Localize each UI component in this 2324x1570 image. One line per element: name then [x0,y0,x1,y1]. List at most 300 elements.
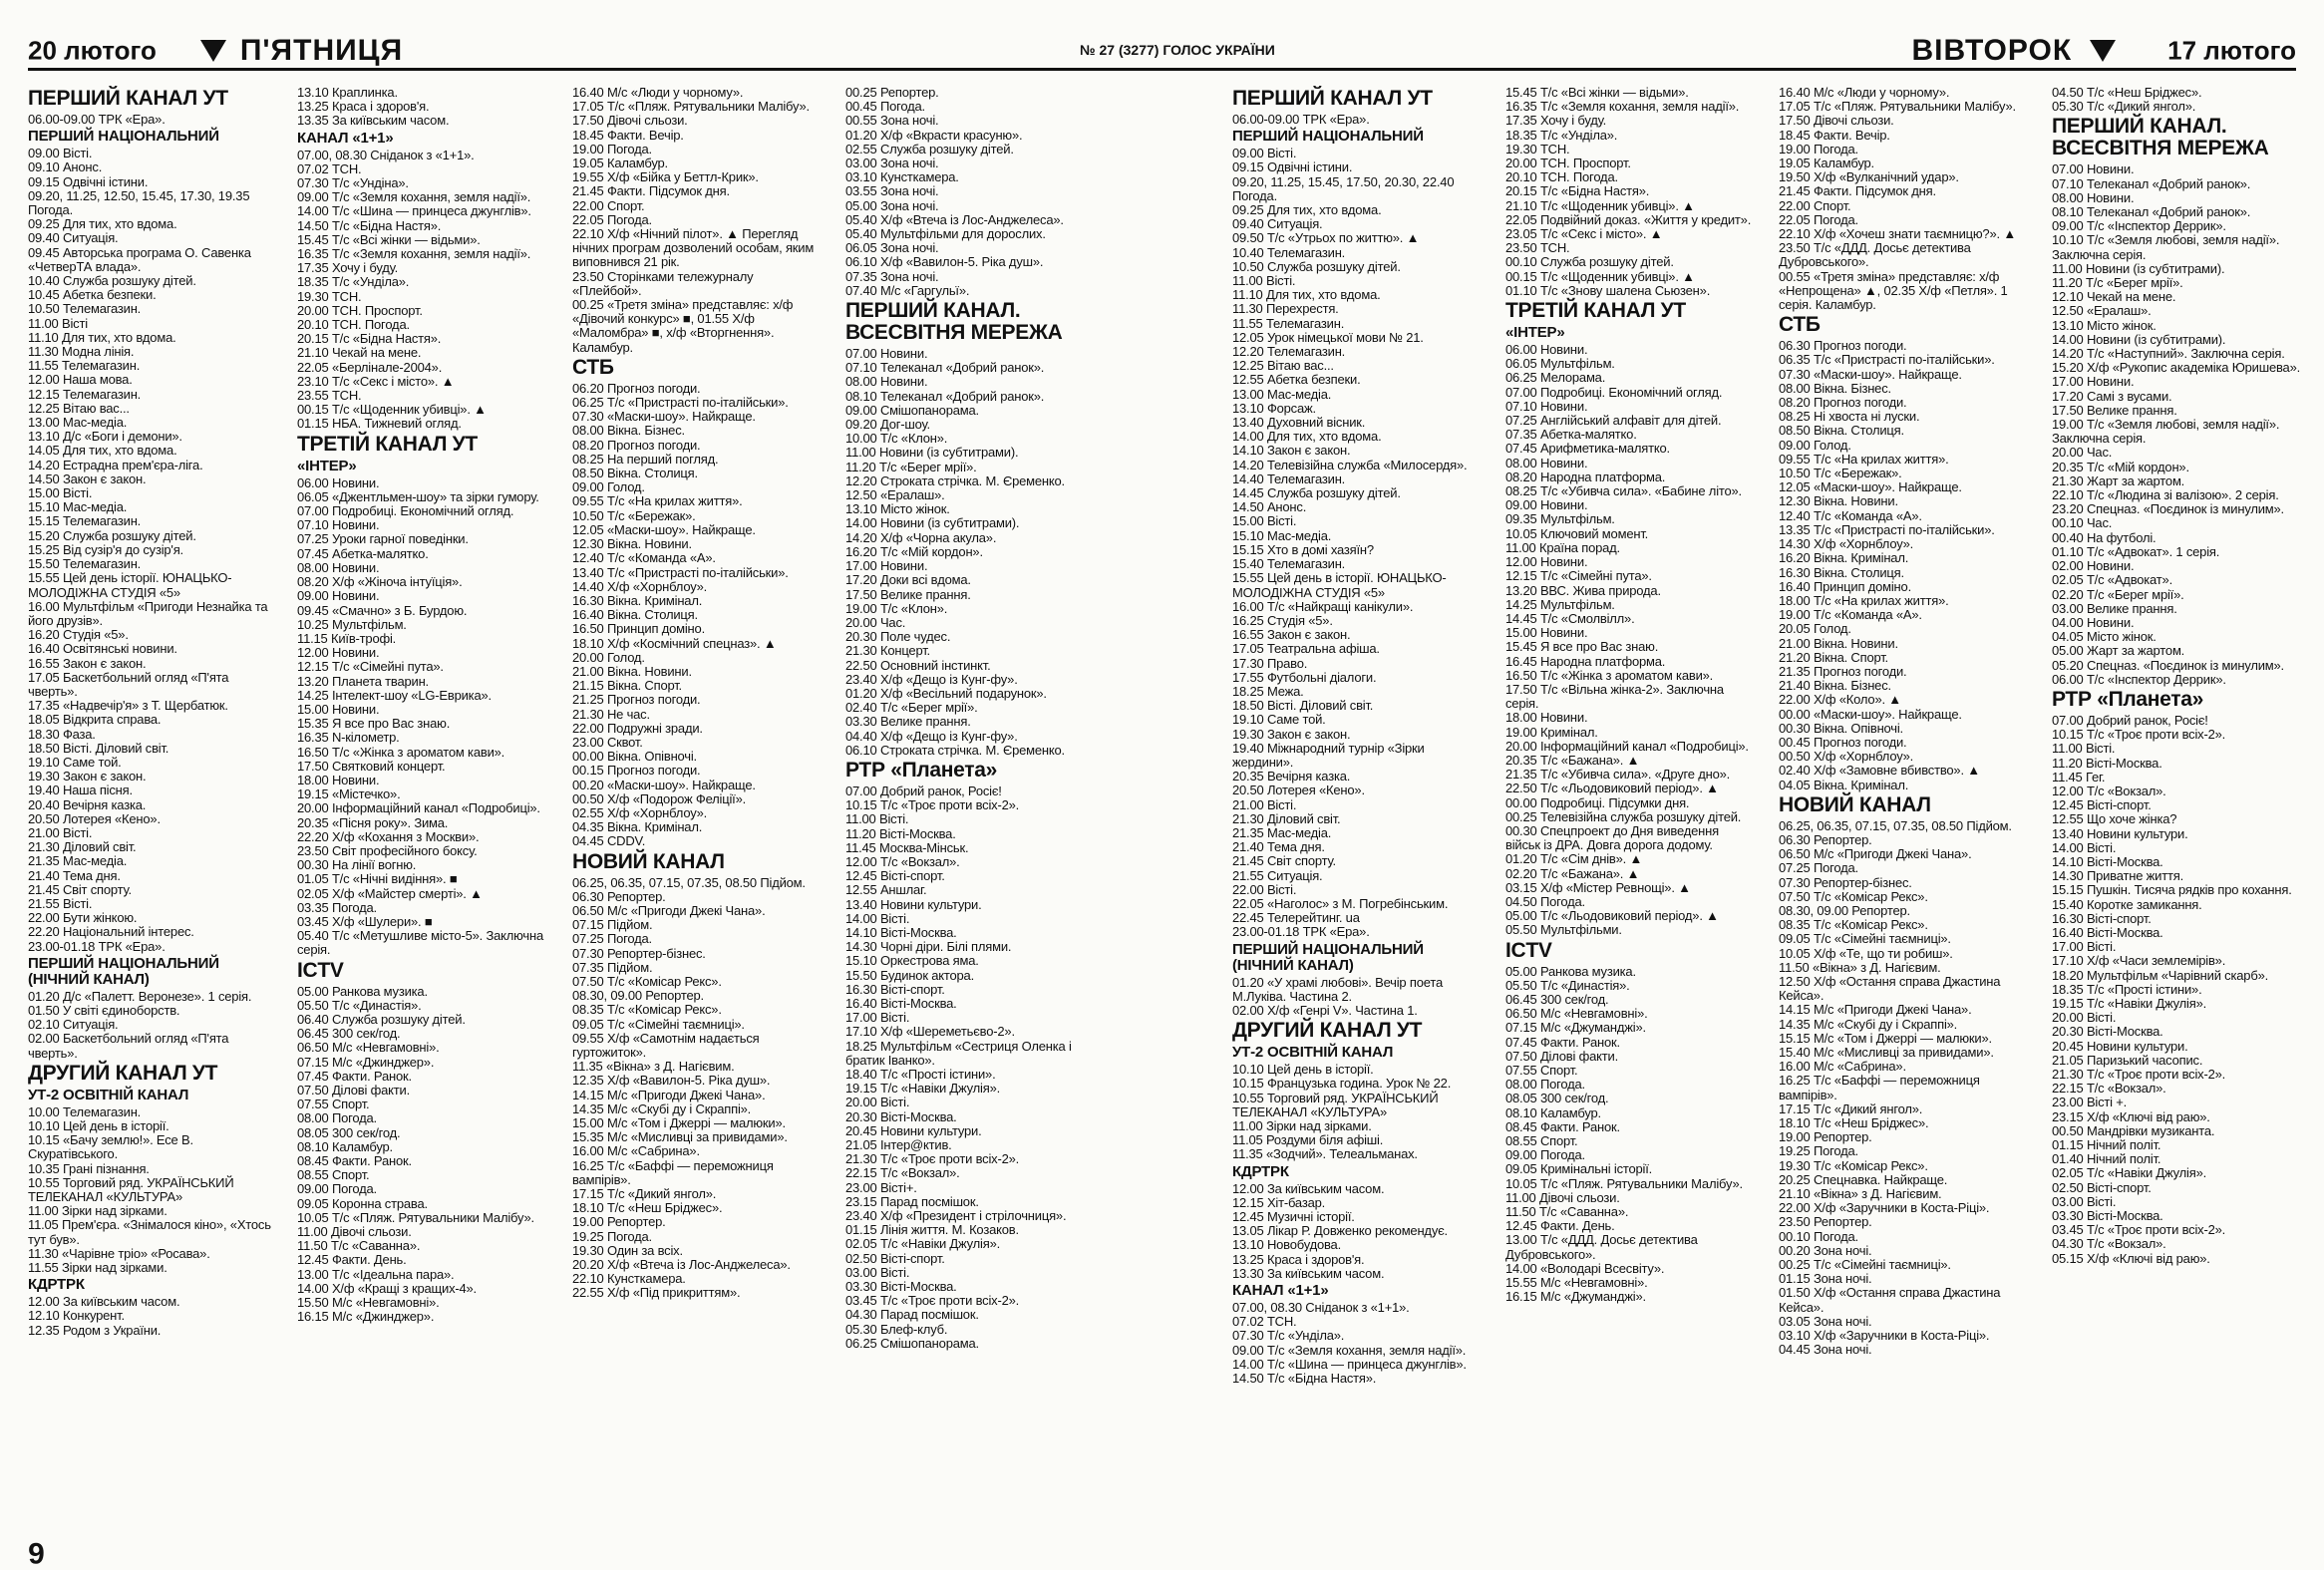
program-entry: 08.25 Т/с «Убивча сила». «Бабине літо». [1505,483,1742,499]
program-entry: 20.00 Інформаційний канал «Подробиці». [1505,738,1749,754]
program-entry: 00.25 Т/с «Сімейні таємниці». [1779,1257,1951,1273]
program-entry: 12.45 Музичні історії. [1232,1209,1355,1225]
program-entry: 21.30 Не час. [572,706,650,722]
program-entry: 13.35 За київським часом. [297,113,450,129]
program-entry: 13.40 Новини культури. [845,896,982,912]
program-entry: 17.35 Хочу і буду. [1505,113,1607,129]
program-entry: 00.15 Т/с «Щоденник убивці». ▲ [297,402,487,418]
schedule-column-8 [2052,86,2301,1559]
program-entry: 09.00 Погода. [297,1181,377,1197]
program-entry: 16.25 Студія «5». [1232,612,1333,628]
program-entry: 17.30 Право. [1232,655,1308,671]
program-entry: 21.00 Вісті. [28,824,93,840]
program-entry: 16.40 Принцип доміно. [1779,578,1911,594]
program-entry: 14.20 Естрадна прем'єра-ліга. [28,457,203,472]
program-entry: 07.35 Підйом. [572,959,653,975]
program-entry: 13.25 Краса і здоров'я. [1232,1251,1365,1267]
channel-heading: ICTV [1505,938,1552,962]
program-entry: 06.00 Новини. [297,474,380,490]
program-entry: 21.00 Вісті. [1232,796,1297,812]
program-entry: 14.50 Т/с «Бідна Настя». [297,217,442,233]
page-number: 6 [28,1536,45,1569]
program-entry: 11.35 «Зодчий». Телеальманах. [1232,1146,1418,1162]
program-entry: 04.45 Зона ночі. [1779,1342,1872,1358]
program-entry: 20.00 Вісті. [2052,1010,2117,1026]
program-entry: 02.00 Новини. [2052,558,2135,574]
program-entry: 03.30 Велике прання. [845,714,971,730]
program-entry: 17.05 Т/с «Пляж. Рятувальники Малібу». [1779,99,2016,115]
program-entry: 16.00 М/с «Сабрина». [572,1143,700,1159]
program-entry: 07.30 Т/с «Ундіна». [297,175,409,191]
program-entry: 13.20 Планета тварин. [297,673,429,689]
program-entry: 22.05 Подвійний доказ. «Життя у кредит». [1505,211,1752,227]
channel-heading: ПЕРШИЙ КАНАЛ УТ [1232,87,1433,110]
program-entry: 10.50 Служба розшуку дітей. [1232,258,1401,274]
program-entry: 03.45 Х/ф «Шулери». ■ [297,913,433,929]
program-entry: 02.05 Т/с «Навіки Джулія». [2052,1165,2207,1181]
program-entry: 12.55 Що хоче жінка? [2052,811,2177,827]
program-entry: 16.25 Т/с «Баффі — переможниця вампірів». [1779,1073,1980,1102]
program-entry: 00.40 На футболі. [2052,529,2157,545]
program-entry: 22.20 Національний інтерес. [28,924,194,940]
program-entry: 22.55 Х/ф «Під прикриттям». [572,1285,741,1301]
program-entry: 08.00 Погода. [1505,1077,1585,1093]
program-entry: 06.25 Смішопанорама. [845,1335,979,1351]
program-entry: 07.30 Репортер-бізнес. [572,945,706,961]
program-entry: 23.50 Сторінками тележурналу «Плейбой». [572,268,754,298]
program-entry: 08.20 Х/ф «Жіноча інтуїція». [297,574,463,590]
program-entry: 22.10 Х/ф «Нічний пілот». ▲ Перегляд нічних програм дозволений особам, яким виповнився 21 рік. [572,226,815,270]
program-entry: 18.10 Х/ф «Космічний спецназ». ▲ [572,635,777,651]
program-entry: 08.00 Новини. [1505,455,1588,471]
program-entry: 06.00 Новини. [1505,342,1588,358]
program-entry: 17.20 Самі з вусами. [2052,388,2172,404]
program-entry: 10.15 Французька година. Урок № 22. [1232,1076,1452,1092]
program-entry: 09.55 Х/ф «Самотнім надається гуртожиток». [572,1030,760,1060]
program-entry: 15.35 М/с «Мисливці за привидами». [572,1129,788,1145]
program-entry: 07.55 Спорт. [1505,1063,1578,1078]
program-entry: 08.10 Каламбур. [297,1138,393,1154]
program-entry: 07.50 Т/с «Комісар Рекс». [1779,888,1928,904]
program-entry: 14.00 «Володарі Всесвіту». [1505,1260,1665,1276]
program-entry: 15.50 Телемагазин. [28,556,142,572]
program-entry: 05.20 Спецназ. «Поєдинок із минулим». [2052,657,2284,673]
program-entry: 19.40 Міжнародний турнір «Зірки жердини». [1232,740,1425,770]
channel-heading: ПЕРШИЙ КАНАЛ. ВСЕСВІТНЯ МЕРЕЖА [845,299,1063,345]
program-entry: 08.05 300 сек/год. [297,1124,401,1140]
program-entry: 12.00 Новини. [1505,554,1588,570]
program-entry: 08.30, 09.00 Репортер. [1779,902,1910,918]
program-entry: 11.55 Телемагазин. [1232,315,1345,331]
program-entry: 21.40 Тема дня. [28,867,121,883]
program-entry: 07.10 Телеканал «Добрий ранок». [845,360,1045,376]
program-entry: 15.50 Будинок актора. [845,967,974,983]
program-entry: 14.50 Анонс. [1232,499,1307,515]
program-entry: 02.10 Ситуація. [28,1017,119,1033]
program-entry: 19.10 Саме той. [1232,712,1326,728]
program-entry: 07.10 Телеканал «Добрий ранок». [2052,175,2251,191]
program-entry: 12.45 Факти. День. [1505,1218,1615,1234]
program-entry: 16.50 Т/с «Жінка з ароматом кави». [297,744,505,760]
program-entry: 06.25, 06.35, 07.15, 07.35, 08.50 Підйом. [1779,817,2012,833]
program-entry: 05.40 Х/ф «Втеча із Лос-Анджелеса». [845,211,1064,227]
channel-heading: СТБ [1779,313,1821,337]
program-entry: 15.45 Т/с «Всі жінки — відьми». [297,231,481,247]
program-entry: 18.45 Факти. Вечір. [572,127,684,143]
program-entry: 01.10 Т/с «Адвокат». 1 серія. [2052,543,2220,559]
program-entry: 17.05 Т/с «Пляж. Рятувальники Малібу». [572,99,810,115]
program-entry: 01.20 «У храмі любові». Вечір поета М.Луківа. Частина 2. [1232,974,1443,1004]
program-entry: 05.00 Т/с «Льодовиковий період». ▲ [1505,908,1719,924]
program-entry: 15.10 Мас-медіа. [1232,527,1332,543]
program-entry: 20.00 Вісті. [845,1095,910,1110]
program-entry: 10.25 Мультфільм. [297,616,407,632]
program-entry: 13.10 Місто жінок. [2052,317,2157,333]
program-entry: 16.35 Т/с «Земля кохання, земля надії». [297,246,531,262]
program-entry: 17.50 Дівочі сльози. [572,113,688,129]
program-entry: 23.40 Х/ф «Президент і стрілочниця». [845,1208,1067,1224]
program-entry: 22.50 Т/с «Льодовиковий період». ▲ [1505,781,1719,796]
program-entry: 11.00 Зірки над зірками. [28,1203,167,1219]
program-entry: 15.40 Коротке замикання. [2052,896,2202,912]
program-entry: 21.00 Вікна. Новини. [1779,635,1898,651]
right-date: 17 лютого [2167,35,2296,66]
program-entry: 21.20 Вікна. Спорт. [1779,649,1888,665]
program-entry: 12.05 «Маски-шоу». Найкраще. [572,521,756,537]
program-entry: 04.05 Місто жінок. [2052,629,2157,645]
program-entry: 22.15 Т/с «Вокзал». [2052,1081,2166,1097]
program-entry: 11.50 «Вікна» з Д. Нагієвим. [1779,959,1941,975]
program-entry: 12.00 Новини. [297,645,380,661]
program-entry: 11.20 Вісті-Москва. [845,825,956,841]
program-entry: 17.15 Т/с «Дикий янгол». [572,1186,717,1202]
program-entry: 18.10 Т/с «Неш Бріджес». [1779,1115,1929,1131]
schedule-column-1 [28,86,277,1559]
channel-subheading: КАНАЛ «1+1» [1232,1282,1329,1300]
program-entry: 20.50 Лотерея «Кено». [28,810,161,826]
program-entry: 02.05 Т/с «Навіки Джулія». [845,1236,1001,1252]
program-entry: 02.40 Т/с «Берег мрії». [845,700,978,716]
program-entry: 17.55 Футбольні діалоги. [1232,669,1377,685]
program-entry: 20.45 Новини культури. [845,1122,982,1138]
program-entry: 08.45 Факти. Ранок. [1505,1118,1620,1134]
program-entry: 12.50 «Ералаш». [845,487,945,503]
program-entry: 01.20 Д/с «Палетт. Веронезе». 1 серія. [28,988,252,1004]
program-entry: 23.55 ТСН. [297,388,362,404]
program-entry: 08.55 Спорт. [1505,1133,1578,1149]
program-entry: 16.30 Вікна. Столиця. [1779,564,1904,580]
program-entry: 07.50 Ділові факти. [297,1083,410,1098]
schedule-column-2 [297,86,546,1559]
program-entry: 10.05 Т/с «Пляж. Рятувальники Малібу». [1505,1175,1743,1191]
program-entry: 03.15 Х/ф «Містер Ревнощі». ▲ [1505,879,1691,895]
program-entry: 19.00 Репортер. [572,1214,666,1230]
program-entry: 10.50 Телемагазин. [28,301,142,317]
program-entry: 06.50 М/с «Невгамовні». [1505,1006,1648,1022]
program-entry: 21.30 Концерт. [845,643,930,659]
program-entry: 14.00 Х/ф «Кращі з кращих-4». [297,1280,477,1296]
program-entry: 20.35 Вечірня казка. [1232,769,1351,785]
program-entry: 12.50 Х/ф «Остання справа Джастина Кейса». [1779,973,2001,1004]
program-entry: 07.45 Факти. Ранок. [1505,1034,1620,1050]
program-entry: 08.00 Новини. [845,374,928,390]
program-entry: 09.25 Для тих, хто вдома. [1232,202,1382,218]
program-entry: 12.15 Т/с «Сімейні пута». [297,659,444,675]
program-entry: 19.05 Каламбур. [1779,156,1874,171]
program-entry: 12.10 Конкурент. [28,1308,125,1324]
program-entry: 00.00 Подробиці. Підсумки дня. [1505,794,1690,810]
program-entry: 11.00 Вісті. [845,811,909,827]
program-entry: 15.45 Я все про Вас знаю. [1505,639,1659,655]
program-entry: 00.50 Мандрівки музиканта. [2052,1122,2215,1138]
program-entry: 09.00 Голод. [1779,437,1851,453]
program-entry: 11.05 Прем'єра. «Знімалося кіно», «Хтось тут був». [28,1217,271,1247]
program-entry: 18.30 Фаза. [28,726,96,742]
program-entry: 20.00 Голод. [572,649,645,665]
program-entry: 10.40 Телемагазин. [1232,244,1346,260]
program-entry: 17.05 Баскетбольний огляд «П'ята чверть». [28,669,229,699]
program-entry: 02.50 Вісті-спорт. [2052,1179,2152,1195]
channel-subheading: ПЕРШИЙ НАЦІОНАЛЬНИЙ (НІЧНИЙ КАНАЛ) [28,954,219,988]
program-entry: 07.55 Спорт. [297,1097,370,1112]
channel-heading: НОВИЙ КАНАЛ [1779,792,1931,816]
program-entry: 12.30 Вікна. Новини. [1779,493,1898,509]
program-entry: 00.50 Х/ф «Хорнблоу». [1779,749,1914,765]
program-entry: 06.50 М/с «Невгамовні». [297,1040,440,1056]
program-entry: 13.20 ВВС. Жива природа. [1505,582,1661,598]
program-entry: 19.30 ТСН. [1505,141,1570,157]
program-entry: 10.45 Абетка безпеки. [28,287,157,303]
program-entry: 14.15 М/с «Пригоди Джекі Чана». [572,1087,766,1102]
program-entry: 22.50 Основний інстинкт. [845,657,991,673]
program-entry: 01.20 Х/ф «Вкрасти красуню». [845,127,1023,143]
program-entry: 15.15 Телемагазин. [28,513,142,529]
program-entry: 22.45 Телерейтинг. ua [1232,910,1360,926]
program-entry: 01.50 Х/ф «Остання справа Джастина Кейса». [1779,1285,2001,1315]
program-entry: 06.05 «Джентльмен-шоу» та зірки гумору. [297,488,539,504]
program-entry: 09.40 Ситуація. [28,230,119,246]
program-entry: 14.25 Інтелект-шоу «LG-Еврика». [297,687,492,703]
program-entry: 11.30 «Чарівне тріо» «Росава». [28,1245,210,1261]
program-entry: 16.00 Т/с «Найкращі канікули». [1232,598,1414,614]
program-entry: 15.45 Т/с «Всі жінки — відьми». [1505,86,1689,100]
program-entry: 00.50 Х/ф «Подорож Феліції». [572,790,747,806]
program-entry: 11.50 Т/с «Саванна». [1505,1204,1629,1220]
program-entry: 14.50 Закон є закон. [28,471,147,486]
header-left [28,34,403,68]
program-entry: 12.10 Чекай на мене. [2052,289,2176,305]
program-entry: 02.05 Т/с «Адвокат». [2052,572,2172,588]
program-entry: 10.50 Т/с «Бережак». [1779,466,1902,481]
program-entry: 00.45 Прогноз погоди. [1779,734,1907,750]
program-entry: 21.40 Вікна. Бізнес. [1779,678,1891,694]
program-entry: 21.10 Чекай на мене. [297,345,422,361]
program-entry: 13.40 Духовний вісник. [1232,415,1366,431]
program-entry: 12.25 Вітаю вас... [28,400,130,416]
program-entry: 15.10 Оркестрова яма. [845,953,979,969]
program-entry: 21.45 Факти. Підсумок дня. [572,183,730,199]
program-entry: 13.10 Д/с «Боги і демони». [28,429,182,445]
program-entry: 17.35 «Надвечір'я» з Т. Щербатюк. [28,698,228,714]
program-entry: 00.15 Прогноз погоди. [572,763,701,779]
program-entry: 09.05 Коронна страва. [297,1195,428,1211]
program-entry: 09.15 Одвічні істини. [1232,159,1353,175]
program-entry: 12.05 Урок німецької мови № 21. [1232,329,1424,345]
program-entry: 17.00 Вісті. [2052,939,2117,955]
program-entry: 09.00 Смішопанорама. [845,402,979,418]
program-entry: 16.00 Мультфільм «Пригоди Незнайка та його друзів». [28,598,268,628]
program-entry: 16.35 N-кілометр. [297,730,400,746]
program-entry: 00.30 На лінії вогню. [297,857,417,873]
channel-subheading: ПЕРШИЙ НАЦІОНАЛЬНИЙ [28,128,219,146]
program-entry: 20.30 Вісті-Москва. [845,1108,957,1124]
program-entry: 00.30 Вікна. Опівночі. [1779,720,1903,736]
channel-subheading: «ІНТЕР» [1505,324,1565,342]
program-entry: 20.40 Вечірня казка. [28,796,147,812]
program-entry: 16.30 Вікна. Кримінал. [572,592,703,608]
program-entry: 18.25 Межа. [1232,683,1304,699]
program-entry: 14.05 Для тих, хто вдома. [28,443,177,459]
program-entry: 11.00 Новини (із субтитрами). [845,445,1019,461]
triangle-down-icon [2090,40,2116,62]
program-entry: 14.00 Вісті. [845,910,910,926]
program-entry: 19.50 Х/ф «Вулканічний удар». [1779,169,1959,185]
program-entry: 15.00 М/с «Том і Джеррі — малюки». [572,1115,786,1131]
program-entry: 01.15 Лінія життя. М. Козаков. [845,1222,1019,1238]
program-entry: 08.05 300 сек/год. [1505,1091,1609,1106]
program-entry: 23.50 Світ професійного боксу. [297,842,478,858]
program-entry: 18.35 Т/с «Прості істини». [2052,981,2202,997]
program-entry: 18.40 Т/с «Прості істини». [845,1067,996,1082]
program-entry: 14.20 Т/с «Наступний». Заключна серія. [2052,346,2285,362]
program-entry: 00.25 Телевізійна служба розшуку дітей. [1505,808,1742,824]
program-entry: 09.00 Вісті. [28,146,93,161]
program-entry: 13.05 Лікар Р. Довженко рекомендує. [1232,1223,1448,1239]
program-entry: 16.50 Принцип доміно. [572,621,705,637]
program-entry: 19.55 Х/ф «Бійка у Беттл-Крик». [572,169,759,185]
program-entry: 07.50 Т/с «Комісар Рекс». [572,973,722,989]
program-entry: 14.00 Вісті. [2052,839,2117,855]
program-entry: 08.30, 09.00 Репортер. [572,988,704,1004]
program-entry: 11.10 Для тих, хто вдома. [28,329,176,345]
program-entry: 10.40 Служба розшуку дітей. [28,273,196,289]
program-entry: 14.00 Новини (із субтитрами). [845,515,1020,531]
program-entry: 06.10 Х/ф «Вавилон-5. Ріка душ». [845,254,1044,270]
program-entry: 16.40 Вісті-Москва. [845,995,957,1011]
program-entry: 18.50 Вісті. Діловий світ. [28,740,169,756]
program-entry: 07.15 М/с «Джинджер». [297,1054,435,1070]
program-entry: 04.40 Х/ф «Дещо із Кунг-фу». [845,728,1018,744]
program-entry: 11.00 Вісті. [2052,741,2116,757]
channel-heading: НОВИЙ КАНАЛ [572,849,725,873]
program-entry: 00.10 Погода. [1779,1228,1858,1244]
program-entry: 03.00 Велике прання. [2052,600,2177,616]
program-entry: 21.35 Т/с «Убивча сила». «Друге дно». [1505,767,1731,783]
program-entry: 03.00 Вісті. [845,1264,910,1280]
program-entry: 22.00 Спорт. [572,197,645,213]
program-entry: 14.00 Для тих, хто вдома. [1232,429,1382,445]
program-entry: 11.45 Москва-Мінськ. [845,839,969,855]
program-entry: 00.25 «Третя зміна» представляє: х/ф «Дівочий конкурс» ■, 01.55 Х/ф «Маломбра» ■, х/ф «Вторгнення». Каламбур. [572,297,794,355]
program-entry: 16.20 Вікна. Кримінал. [1779,550,1909,566]
program-entry: 06.05 Мультфільм. [1505,356,1615,372]
program-entry: 11.30 Перехрестя. [1232,301,1339,317]
program-entry: 02.20 Т/с «Берег мрії». [2052,586,2184,602]
program-entry: 20.35 Т/с «Мій кордон». [2052,459,2189,474]
program-entry: 10.10 Т/с «Земля любові, земля надії». Заключна серія. [2052,232,2280,262]
program-entry: 06.25 Т/с «Пристрасті по-італійськи». [572,395,789,411]
program-entry: 10.05 Ключовий момент. [1505,525,1649,541]
program-entry: 13.25 Краса і здоров'я. [297,99,430,115]
program-entry: 16.20 Студія «5». [28,627,129,643]
program-entry: 09.10 Анонс. [28,159,103,175]
program-entry: 06.35 Т/с «Пристрасті по-італійськи». [1779,352,1995,368]
program-entry: 10.15 «Бачу землю!». Есе В. Скуратівського. [28,1132,193,1162]
program-entry: 01.20 Т/с «Сім днів». ▲ [1505,851,1643,867]
program-entry: 11.00 Вісті. [1232,273,1296,289]
program-entry: 20.00 ТСН. Проспорт. [1505,156,1631,171]
program-entry: 23.00-01.18 ТРК «Ера». [1232,924,1370,940]
channel-subheading: УТ-2 ОСВІТНІЙ КАНАЛ [28,1086,189,1103]
program-entry: 21.05 Паризький часопис. [2052,1052,2203,1068]
program-entry: 20.25 Спецнавка. Найкраще. [1779,1171,1948,1187]
program-entry: 05.30 Т/с «Дикий янгол». [2052,99,2196,115]
program-entry: 08.35 Т/с «Комісар Рекс». [1779,917,1928,933]
program-entry: 18.05 Відкрита справа. [28,712,162,728]
program-entry: 15.20 Х/ф «Рукопис академіка Юришева». [2052,360,2301,376]
program-entry: 19.15 Т/с «Навіки Джулія». [2052,995,2207,1011]
program-entry: 08.35 Т/с «Комісар Рекс». [572,1002,722,1018]
program-entry: 13.00 Т/с «Ідеальна пара». [297,1266,455,1282]
program-entry: 05.00 Зона ночі. [845,197,939,213]
program-entry: 08.20 Прогноз погоди. [572,437,701,453]
program-entry: 19.05 Каламбур. [572,156,668,171]
program-entry: 19.40 Наша пісня. [28,783,133,798]
schedule-column-4 [845,86,1095,1559]
program-entry: 01.50 У світі єдиноборств. [28,1002,180,1018]
program-entry: 09.45 Авторська програма О. Савенка «ЧетверТА влада». [28,244,251,274]
program-entry: 08.45 Факти. Ранок. [297,1153,412,1169]
program-entry: 00.00 «Маски-шоу». Найкраще. [1779,706,1962,722]
program-entry: 22.05 Погода. [572,211,652,227]
program-entry: 20.05 Голод. [1779,621,1851,637]
program-entry: 21.30 Діловий світ. [28,839,137,855]
program-entry: 12.20 Телемагазин. [1232,344,1346,360]
program-entry: 21.35 Мас-медіа. [28,853,128,869]
program-entry: 07.40 М/с «Гаргульї». [845,282,970,298]
program-entry: 10.10 Цей день в історії. [1232,1062,1374,1078]
program-entry: 00.10 Служба розшуку дітей. [1505,254,1674,270]
program-entry: 10.10 Цей день в історії. [28,1118,169,1133]
program-entry: 07.30 Репортер-бізнес. [1779,874,1912,890]
program-entry: 21.10 Т/с «Щоденник убивці». ▲ [1505,197,1695,213]
program-entry: 14.20 Телевізійна служба «Милосердя». [1232,457,1468,472]
channel-heading: ПЕРШИЙ КАНАЛ. ВСЕСВІТНЯ МЕРЕЖА [2052,115,2269,160]
program-entry: 04.50 Погода. [1505,893,1585,909]
program-entry: 16.30 Вісті-спорт. [2052,910,2152,926]
program-entry: 12.20 Строката стрічка. М. Єременко. [845,472,1065,488]
program-entry: 18.50 Вісті. Діловий світ. [1232,698,1374,714]
channel-heading: РТР «Планета» [845,758,998,782]
program-entry: 07.15 Підйом. [572,917,653,933]
program-entry: 18.35 Т/с «Унділа». [297,274,410,290]
program-entry: 18.10 Т/с «Неш Бріджес». [572,1200,723,1216]
program-entry: 03.00 Зона ночі. [845,156,939,171]
triangle-down-icon [200,40,226,62]
program-entry: 22.10 Х/ф «Хочеш знати таємницю?». ▲ [1779,226,2016,242]
program-entry: 09.20, 11.25, 15.45, 17.50, 20.30, 22.40 Погода. [1232,173,1455,203]
channel-heading: ICTV [297,958,344,982]
